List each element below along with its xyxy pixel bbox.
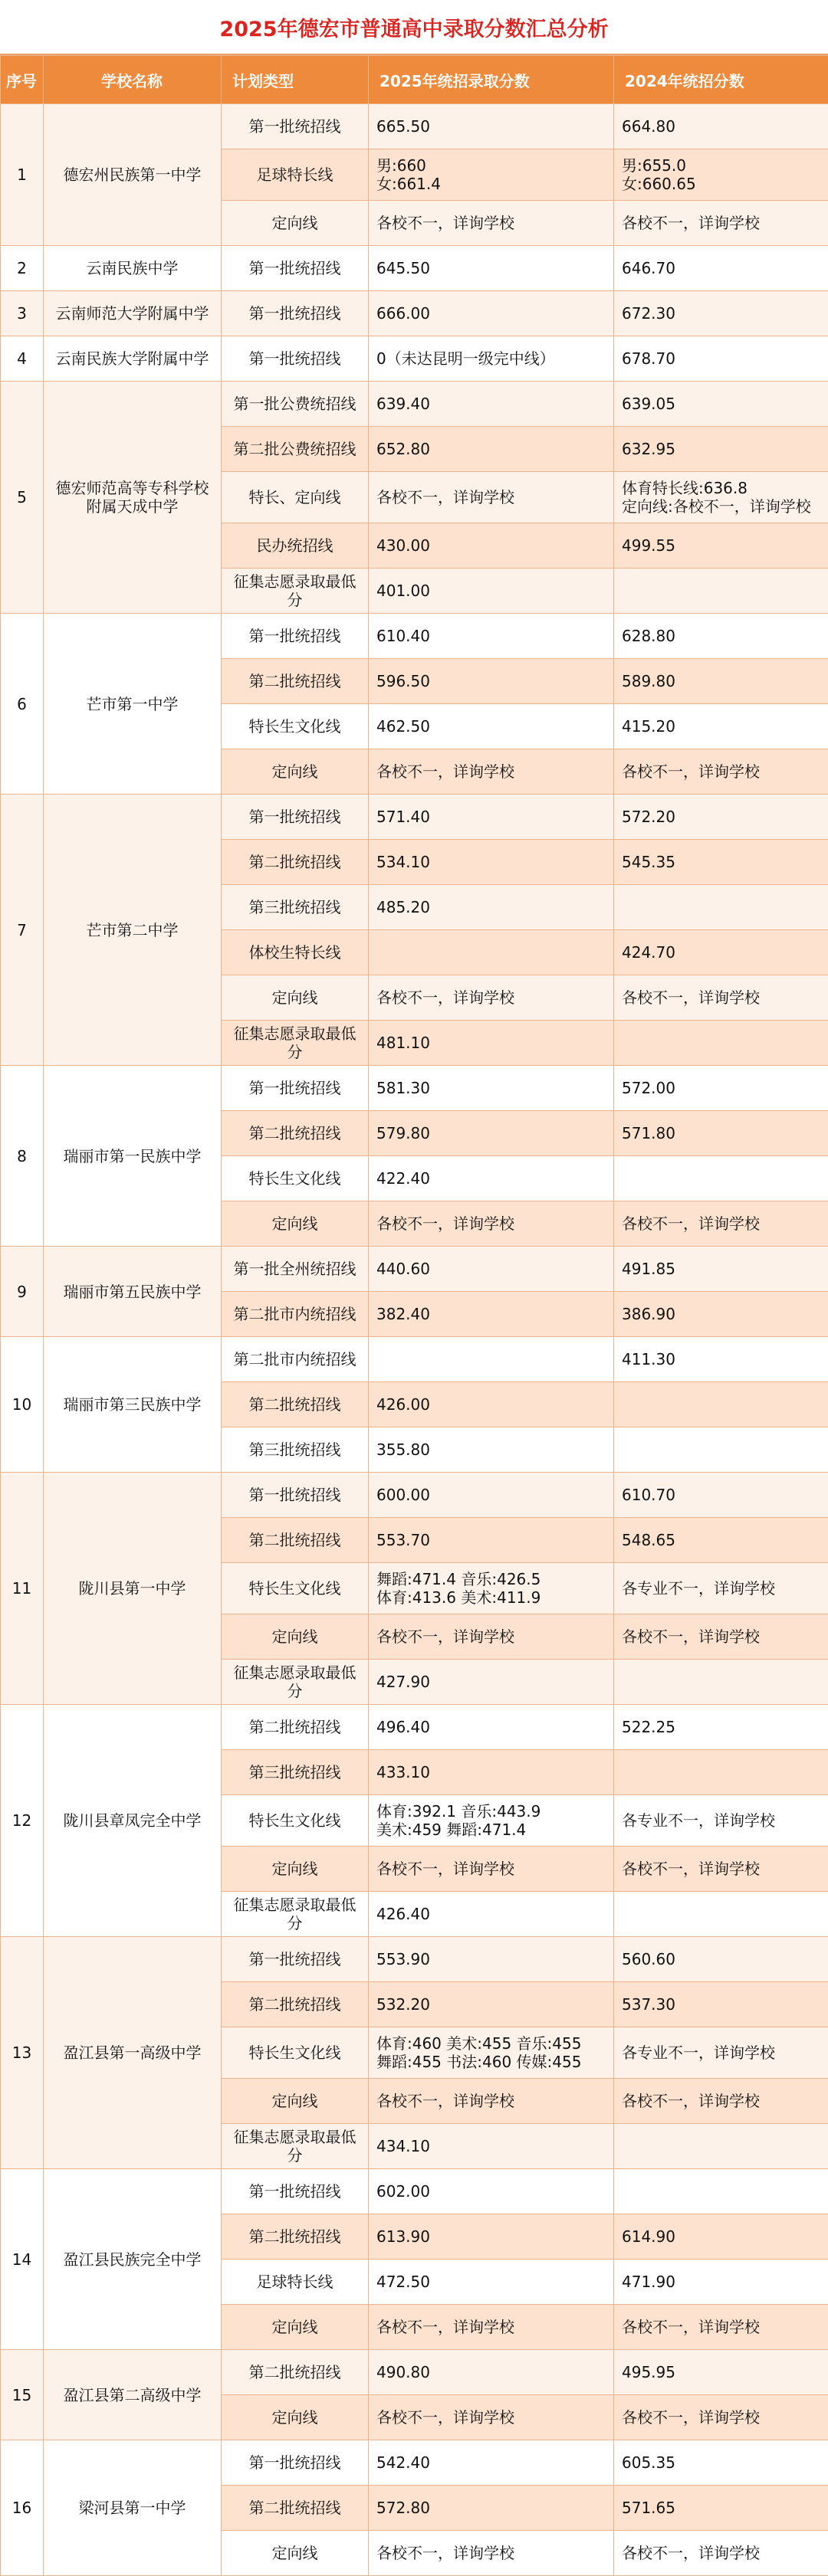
score-2025: 490.80	[369, 2350, 614, 2395]
score-2024: 各专业不一，详询学校	[614, 1563, 828, 1614]
table-row	[1, 382, 828, 427]
plan-type: 第一批统招线	[222, 246, 369, 291]
score-2025: 各校不一，详询学校	[369, 1847, 614, 1892]
score-2024: 体育特长线:636.8 定向线:各校不一，详询学校	[614, 472, 828, 523]
score-2025: 男:660 女:661.4	[369, 149, 614, 201]
plan-type: 第一批统招线	[222, 336, 369, 382]
score-2025: 各校不一，详询学校	[369, 201, 614, 246]
score-2025: 440.60	[369, 1247, 614, 1292]
score-2024	[614, 2124, 828, 2169]
score-2024: 各校不一，详询学校	[614, 1614, 828, 1660]
score-2024: 各校不一，详询学校	[614, 1201, 828, 1247]
score-2024	[614, 1660, 828, 1705]
school-name: 云南师范大学附属中学	[44, 291, 222, 336]
school-name: 云南民族中学	[44, 246, 222, 291]
score-2025: 579.80	[369, 1111, 614, 1156]
score-2025: 各校不一，详询学校	[369, 2305, 614, 2350]
score-2024: 495.95	[614, 2350, 828, 2395]
plan-type: 第一批统招线	[222, 291, 369, 336]
score-2024: 560.60	[614, 1937, 828, 1982]
plan-type: 第二批统招线	[222, 840, 369, 885]
score-2025: 645.50	[369, 246, 614, 291]
plan-type: 定向线	[222, 2531, 369, 2576]
plan-type: 定向线	[222, 2395, 369, 2440]
score-2024: 各校不一，详询学校	[614, 749, 828, 795]
plan-type: 第二批统招线	[222, 1518, 369, 1563]
score-2024: 男:655.0 女:660.65	[614, 149, 828, 201]
score-2024: 678.70	[614, 336, 828, 382]
score-2024: 471.90	[614, 2260, 828, 2305]
table-row	[1, 614, 828, 659]
score-2024: 610.70	[614, 1473, 828, 1518]
school-index: 1	[1, 104, 44, 246]
plan-type: 定向线	[222, 201, 369, 246]
score-2024: 548.65	[614, 1518, 828, 1563]
plan-type: 第三批统招线	[222, 885, 369, 930]
plan-type: 民办统招线	[222, 523, 369, 569]
score-2025: 462.50	[369, 704, 614, 749]
score-2025: 各校不一，详询学校	[369, 2079, 614, 2124]
score-2025: 各校不一，详询学校	[369, 1201, 614, 1247]
school-index: 13	[1, 1937, 44, 2169]
score-2024: 各校不一，详询学校	[614, 1847, 828, 1892]
score-2024: 各校不一，详询学校	[614, 201, 828, 246]
school-index: 8	[1, 1066, 44, 1247]
score-2025: 422.40	[369, 1156, 614, 1201]
score-2024: 545.35	[614, 840, 828, 885]
school-index: 12	[1, 1705, 44, 1937]
plan-type: 体校生特长线	[222, 930, 369, 975]
score-2024: 639.05	[614, 382, 828, 427]
score-2024: 424.70	[614, 930, 828, 975]
header-school: 学校名称	[44, 56, 222, 104]
school-name: 瑞丽市第五民族中学	[44, 1247, 222, 1337]
plan-type: 第一批公费统招线	[222, 382, 369, 427]
school-name: 盈江县第二高级中学	[44, 2350, 222, 2440]
plan-type: 第一批统招线	[222, 104, 369, 149]
score-2025: 427.90	[369, 1660, 614, 1705]
plan-type: 第一批全州统招线	[222, 1247, 369, 1292]
school-name: 芒市第二中学	[44, 795, 222, 1066]
school-index: 2	[1, 246, 44, 291]
plan-type: 定向线	[222, 975, 369, 1021]
school-index: 9	[1, 1247, 44, 1337]
plan-type: 第一批统招线	[222, 1473, 369, 1518]
score-2025: 485.20	[369, 885, 614, 930]
plan-type: 第一批统招线	[222, 1066, 369, 1111]
plan-type: 征集志愿录取最低分	[222, 569, 369, 614]
school-name: 德宏州民族第一中学	[44, 104, 222, 246]
school-name: 陇川县第一中学	[44, 1473, 222, 1705]
school-index: 14	[1, 2169, 44, 2350]
school-index: 11	[1, 1473, 44, 1705]
page-title: 2025年德宏市普通高中录取分数汇总分析	[0, 0, 828, 55]
score-2024: 572.00	[614, 1066, 828, 1111]
score-2024	[614, 1892, 828, 1937]
score-2025: 532.20	[369, 1982, 614, 2027]
score-2024	[614, 1750, 828, 1795]
score-2025: 571.40	[369, 795, 614, 840]
header-2025: 2025年统招录取分数	[369, 56, 614, 104]
plan-type: 征集志愿录取最低分	[222, 1892, 369, 1937]
score-2025: 426.40	[369, 1892, 614, 1937]
school-name: 云南民族大学附属中学	[44, 336, 222, 382]
score-2024: 各校不一，详询学校	[614, 975, 828, 1021]
school-index: 3	[1, 291, 44, 336]
score-2024	[614, 1427, 828, 1473]
score-2025	[369, 930, 614, 975]
score-2025: 各校不一，详询学校	[369, 1614, 614, 1660]
school-name: 盈江县民族完全中学	[44, 2169, 222, 2350]
score-2024: 各专业不一，详询学校	[614, 1795, 828, 1847]
plan-type: 第二批统招线	[222, 2214, 369, 2260]
score-2024	[614, 1021, 828, 1066]
score-2024: 632.95	[614, 427, 828, 472]
score-2024: 646.70	[614, 246, 828, 291]
plan-type: 第三批统招线	[222, 1427, 369, 1473]
score-2024: 522.25	[614, 1705, 828, 1750]
score-2024: 672.30	[614, 291, 828, 336]
table-row	[1, 291, 828, 336]
school-name: 芒市第一中学	[44, 614, 222, 795]
table-row	[1, 1937, 828, 1982]
score-table	[0, 55, 828, 2576]
plan-type: 定向线	[222, 2079, 369, 2124]
school-name: 瑞丽市第一民族中学	[44, 1066, 222, 1247]
table-row	[1, 2169, 828, 2214]
score-2025: 553.70	[369, 1518, 614, 1563]
score-2024: 572.20	[614, 795, 828, 840]
plan-type: 第三批统招线	[222, 1750, 369, 1795]
score-2025: 430.00	[369, 523, 614, 569]
plan-type: 第二批市内统招线	[222, 1337, 369, 1382]
plan-type: 足球特长线	[222, 2260, 369, 2305]
plan-type: 特长、定向线	[222, 472, 369, 523]
score-2025: 各校不一，详询学校	[369, 749, 614, 795]
score-2025: 体育:460 美术:455 音乐:455 舞蹈:455 书法:460 传媒:455	[369, 2027, 614, 2079]
table-row	[1, 2350, 828, 2395]
score-2024: 各专业不一，详询学校	[614, 2027, 828, 2079]
plan-type: 第二批统招线	[222, 1111, 369, 1156]
plan-type: 足球特长线	[222, 149, 369, 201]
score-2025: 401.00	[369, 569, 614, 614]
score-2024: 各校不一，详询学校	[614, 2531, 828, 2576]
plan-type: 定向线	[222, 749, 369, 795]
plan-type: 第二批统招线	[222, 1705, 369, 1750]
plan-type: 第一批统招线	[222, 2169, 369, 2214]
score-2025: 666.00	[369, 291, 614, 336]
plan-type: 征集志愿录取最低分	[222, 1021, 369, 1066]
table-body	[1, 104, 828, 2576]
score-2025: 581.30	[369, 1066, 614, 1111]
table-header	[1, 56, 828, 104]
score-2025: 0（未达昆明一级完中线）	[369, 336, 614, 382]
school-index: 7	[1, 795, 44, 1066]
table-row	[1, 2440, 828, 2486]
header-index: 序号	[1, 56, 44, 104]
table-row	[1, 1247, 828, 1292]
score-2024: 589.80	[614, 659, 828, 704]
score-2024: 628.80	[614, 614, 828, 659]
plan-type: 定向线	[222, 1614, 369, 1660]
score-2025: 434.10	[369, 2124, 614, 2169]
score-2025: 481.10	[369, 1021, 614, 1066]
table-row	[1, 1473, 828, 1518]
header-2024: 2024年统招分数	[614, 56, 828, 104]
score-2024: 386.90	[614, 1292, 828, 1337]
score-2024: 664.80	[614, 104, 828, 149]
score-2025: 426.00	[369, 1382, 614, 1427]
table-row	[1, 104, 828, 149]
score-2025: 496.40	[369, 1705, 614, 1750]
score-2024	[614, 1156, 828, 1201]
score-2024: 499.55	[614, 523, 828, 569]
score-2024: 各校不一，详询学校	[614, 2305, 828, 2350]
score-2024: 605.35	[614, 2440, 828, 2486]
school-index: 16	[1, 2440, 44, 2576]
school-name: 陇川县章凤完全中学	[44, 1705, 222, 1937]
score-2025: 舞蹈:471.4 音乐:426.5 体育:413.6 美术:411.9	[369, 1563, 614, 1614]
plan-type: 第二批统招线	[222, 659, 369, 704]
score-2025: 472.50	[369, 2260, 614, 2305]
score-2024: 614.90	[614, 2214, 828, 2260]
score-2024: 571.80	[614, 1111, 828, 1156]
table-row	[1, 246, 828, 291]
score-2024: 571.65	[614, 2486, 828, 2531]
score-2025: 596.50	[369, 659, 614, 704]
plan-type: 定向线	[222, 2305, 369, 2350]
score-2025: 602.00	[369, 2169, 614, 2214]
score-2025: 各校不一，详询学校	[369, 472, 614, 523]
table-row	[1, 1066, 828, 1111]
plan-type: 第二批公费统招线	[222, 427, 369, 472]
score-2025: 652.80	[369, 427, 614, 472]
plan-type: 第一批统招线	[222, 795, 369, 840]
plan-type: 特长生文化线	[222, 704, 369, 749]
score-2025	[369, 1337, 614, 1382]
score-2025: 613.90	[369, 2214, 614, 2260]
score-2024: 537.30	[614, 1982, 828, 2027]
header-plan-type: 计划类型	[222, 56, 369, 104]
score-2024: 415.20	[614, 704, 828, 749]
plan-type: 定向线	[222, 1847, 369, 1892]
plan-type: 第二批统招线	[222, 2486, 369, 2531]
score-2024: 491.85	[614, 1247, 828, 1292]
plan-type: 特长生文化线	[222, 2027, 369, 2079]
score-2024: 各校不一，详询学校	[614, 2395, 828, 2440]
school-index: 5	[1, 382, 44, 614]
score-2025: 572.80	[369, 2486, 614, 2531]
score-2025: 600.00	[369, 1473, 614, 1518]
table-row	[1, 795, 828, 840]
score-2025: 355.80	[369, 1427, 614, 1473]
school-name: 瑞丽市第三民族中学	[44, 1337, 222, 1473]
score-2025: 534.10	[369, 840, 614, 885]
plan-type: 第一批统招线	[222, 1937, 369, 1982]
plan-type: 定向线	[222, 1201, 369, 1247]
score-2024	[614, 885, 828, 930]
plan-type: 特长生文化线	[222, 1795, 369, 1847]
score-2025: 553.90	[369, 1937, 614, 1982]
plan-type: 征集志愿录取最低分	[222, 2124, 369, 2169]
plan-type: 第一批统招线	[222, 614, 369, 659]
plan-type: 第二批统招线	[222, 1982, 369, 2027]
score-2024	[614, 569, 828, 614]
table-row	[1, 1337, 828, 1382]
score-2024	[614, 1382, 828, 1427]
school-index: 6	[1, 614, 44, 795]
plan-type: 特长生文化线	[222, 1563, 369, 1614]
score-2025: 382.40	[369, 1292, 614, 1337]
score-2025: 各校不一，详询学校	[369, 2531, 614, 2576]
table-row	[1, 336, 828, 382]
score-2025: 639.40	[369, 382, 614, 427]
plan-type: 第二批统招线	[222, 2350, 369, 2395]
plan-type: 特长生文化线	[222, 1156, 369, 1201]
plan-type: 征集志愿录取最低分	[222, 1660, 369, 1705]
score-2025: 610.40	[369, 614, 614, 659]
score-2024	[614, 2169, 828, 2214]
plan-type: 第二批市内统招线	[222, 1292, 369, 1337]
school-name: 盈江县第一高级中学	[44, 1937, 222, 2169]
score-2025: 体育:392.1 音乐:443.9 美术:459 舞蹈:471.4	[369, 1795, 614, 1847]
score-2024: 411.30	[614, 1337, 828, 1382]
score-2025: 665.50	[369, 104, 614, 149]
school-name: 德宏师范高等专科学校附属天成中学	[44, 382, 222, 614]
score-2025: 各校不一，详询学校	[369, 975, 614, 1021]
school-index: 10	[1, 1337, 44, 1473]
score-2025: 各校不一，详询学校	[369, 2395, 614, 2440]
school-index: 4	[1, 336, 44, 382]
plan-type: 第二批统招线	[222, 1382, 369, 1427]
table-row	[1, 1705, 828, 1750]
plan-type: 第一批统招线	[222, 2440, 369, 2486]
school-index: 15	[1, 2350, 44, 2440]
score-2025: 542.40	[369, 2440, 614, 2486]
school-name: 梁河县第一中学	[44, 2440, 222, 2576]
score-2024: 各校不一，详询学校	[614, 2079, 828, 2124]
score-2025: 433.10	[369, 1750, 614, 1795]
